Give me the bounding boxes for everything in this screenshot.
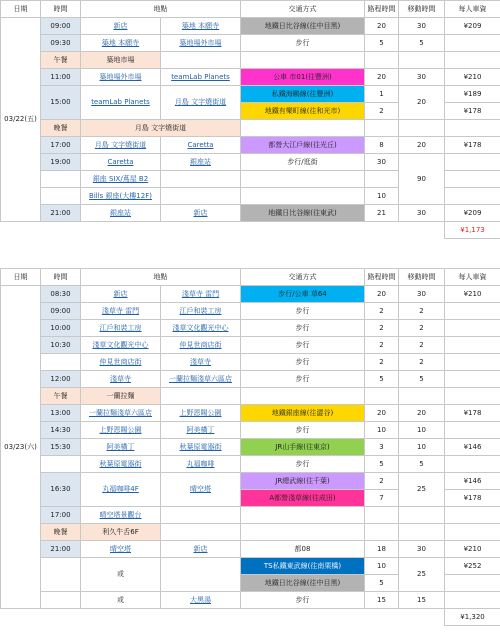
empty-cell	[445, 388, 500, 405]
move-time-cell: 5	[399, 35, 445, 52]
place-from-link[interactable]: 銀座站	[81, 205, 161, 222]
meal-row	[1, 52, 500, 69]
place-to-link[interactable]: 淺草寺 雷門	[161, 286, 241, 303]
transport-cell: 步行	[241, 422, 365, 439]
empty-cell	[241, 171, 365, 188]
move-time-cell: 5	[399, 456, 445, 473]
table-row	[1, 320, 500, 337]
transport-cell: 步行	[241, 337, 365, 354]
fare-cell: ¥209	[445, 205, 500, 222]
header-move-time: 移動時間	[399, 269, 445, 286]
place-from-link[interactable]: teamLab Planets	[81, 86, 161, 120]
time-cell: 09:00	[41, 18, 81, 35]
route-time-cell: 20	[365, 286, 399, 303]
empty-cell	[1, 222, 445, 239]
table-row	[1, 354, 500, 371]
place-from-link[interactable]: 淺草寺 雷門	[81, 303, 161, 320]
route-time-cell: 1	[365, 86, 399, 103]
header-transport: 交通方式	[241, 269, 365, 286]
header-place: 地點	[81, 1, 241, 18]
transport-cell: 地鐵有樂町線(往和光市)	[241, 103, 365, 120]
place-to-link[interactable]: 仲見世商店街	[161, 337, 241, 354]
transport-cell: JR山手線(往東京)	[241, 439, 365, 456]
meal-place: 一蘭拉麵	[81, 388, 161, 405]
place-to-link[interactable]: 秋葉原電器街	[161, 439, 241, 456]
place-to-link[interactable]: 上野恩賜公園	[161, 405, 241, 422]
fare-cell: ¥210	[445, 286, 500, 303]
place-to-link[interactable]: 月島 文字燒街道	[161, 86, 241, 120]
move-time-cell: 20	[399, 86, 445, 120]
table-row	[1, 205, 500, 222]
empty-cell	[399, 524, 445, 541]
empty-cell	[445, 52, 500, 69]
transport-cell: TS私鐵東武線(往南栗橋)	[241, 558, 365, 575]
header-route-time: 路程時間	[365, 1, 399, 18]
meal-place: 利久牛舌6F	[81, 524, 161, 541]
fare-cell	[445, 575, 500, 592]
place-from-link[interactable]: 一蘭拉麵淺草六區店	[81, 405, 161, 422]
meal-row	[1, 524, 500, 541]
place-to-link[interactable]: 丸福咖啡	[161, 456, 241, 473]
move-time-cell: 30	[399, 69, 445, 86]
transport-cell: 步行/逛街	[241, 154, 365, 171]
place-to-link[interactable]: 阿美橫丁	[161, 422, 241, 439]
header-place: 地點	[81, 269, 241, 286]
route-time-cell: 5	[365, 456, 399, 473]
place-from-link[interactable]: 淺草寺	[81, 371, 161, 388]
time-cell: 11:00	[41, 69, 81, 86]
empty-cell	[161, 507, 241, 524]
move-time-cell: 2	[399, 320, 445, 337]
time-cell: 12:00	[41, 371, 81, 388]
route-time-cell: 3	[365, 439, 399, 456]
move-time-cell: 25	[399, 473, 445, 507]
fare-cell: ¥178	[445, 405, 500, 422]
time-cell	[41, 188, 81, 205]
meal-label: 午餐	[41, 52, 81, 69]
table-row	[1, 456, 500, 473]
empty-cell	[365, 388, 399, 405]
header-fare: 每人車資	[445, 1, 500, 18]
place-from-link[interactable]: 新店	[81, 18, 161, 35]
place-from-link[interactable]: 月島 文字燒街道	[81, 137, 161, 154]
empty-cell	[399, 388, 445, 405]
transport-cell: 都營大江戶線(往光丘)	[241, 137, 365, 154]
route-time-cell: 2	[365, 473, 399, 490]
move-time-cell: 10	[399, 439, 445, 456]
transport-cell: 步行	[241, 456, 365, 473]
route-time-cell: 5	[365, 371, 399, 388]
place-to-link[interactable]: teamLab Planets	[161, 69, 241, 86]
empty-cell	[399, 120, 445, 137]
transport-cell: 地鐵銀座線(往澀谷)	[241, 405, 365, 422]
header-row	[1, 1, 500, 18]
place-to-link[interactable]: 築地 本願寺	[161, 18, 241, 35]
meal-place: 月島 文字燒街道	[81, 120, 241, 137]
fare-cell	[445, 592, 500, 609]
empty-cell	[241, 52, 365, 69]
route-time-cell: 5	[365, 35, 399, 52]
empty-cell	[161, 388, 241, 405]
move-time-cell: 90	[399, 154, 445, 205]
time-cell: 09:30	[41, 35, 81, 52]
route-time-cell: 10	[365, 558, 399, 575]
day-date: 03/23(六)	[1, 286, 41, 609]
move-time-cell: 20	[399, 137, 445, 154]
route-time-cell: 10	[365, 422, 399, 439]
transport-cell: 公車 市01(往豐洲)	[241, 69, 365, 86]
table-row	[1, 541, 500, 558]
empty-cell	[445, 524, 500, 541]
header-fare: 每人車資	[445, 269, 500, 286]
fare-cell	[445, 337, 500, 354]
time-cell: 21:00	[41, 541, 81, 558]
empty-cell	[161, 558, 241, 592]
place-to-link[interactable]: Caretta	[161, 137, 241, 154]
route-time-cell: 2	[365, 303, 399, 320]
empty-cell	[399, 52, 445, 69]
route-time-cell: 30	[365, 154, 399, 171]
table-row	[1, 439, 500, 456]
fare-cell: ¥210	[445, 69, 500, 86]
fare-cell: ¥189	[445, 86, 500, 103]
fare-cell: ¥178	[445, 137, 500, 154]
place-to-link[interactable]: 築地場外市場	[161, 35, 241, 52]
route-time-cell: 15	[365, 592, 399, 609]
place-to-link[interactable]: 淺草文化觀光中心	[161, 320, 241, 337]
transport-cell: 地鐵日比谷線(往東武)	[241, 205, 365, 222]
time-cell: 10:00	[41, 320, 81, 337]
transport-cell: JR總武線(往千葉)	[241, 473, 365, 490]
time-cell: 13:00	[41, 405, 81, 422]
empty-cell	[161, 524, 241, 541]
table-row	[1, 405, 500, 422]
header-route-time: 路程時間	[365, 269, 399, 286]
empty-cell	[365, 524, 399, 541]
place-to-link[interactable]: 晴空塔	[161, 473, 241, 507]
time-cell	[41, 354, 81, 371]
fare-cell	[445, 320, 500, 337]
move-time-cell: 30	[399, 18, 445, 35]
table-row	[1, 558, 500, 575]
move-time-cell: 2	[399, 337, 445, 354]
header-row	[1, 269, 500, 286]
route-time-cell: 20	[365, 405, 399, 422]
transport-cell: 步行/公車 草64	[241, 286, 365, 303]
alternative-label: 或	[81, 558, 161, 592]
meal-label: 晚餐	[41, 524, 81, 541]
time-cell	[41, 592, 81, 609]
transport-cell: 步行	[241, 592, 365, 609]
transport-cell: 步行	[241, 354, 365, 371]
place-from-link[interactable]: Bills 銀座(大樓12F)	[81, 188, 161, 205]
route-time-cell: 20	[365, 18, 399, 35]
empty-cell	[445, 188, 500, 205]
table-row	[1, 507, 500, 524]
time-cell: 15:30	[41, 439, 81, 456]
transport-cell: A都營淺草線(往成田)	[241, 490, 365, 507]
transport-cell: 步行	[241, 303, 365, 320]
empty-cell	[241, 388, 365, 405]
table-row	[1, 154, 500, 171]
place-to-link[interactable]: 新店	[161, 205, 241, 222]
place-from-link[interactable]: 秋葉原電器街	[81, 456, 161, 473]
empty-cell	[161, 52, 241, 69]
place-from-link[interactable]: 淺草文化觀光中心	[81, 337, 161, 354]
place-from-link[interactable]: 上野恩賜公園	[81, 422, 161, 439]
fare-total: ¥1,173	[445, 222, 500, 239]
empty-cell	[365, 120, 399, 137]
time-cell: 16:30	[41, 473, 81, 507]
table-row	[1, 35, 500, 52]
meal-label: 晚餐	[41, 120, 81, 137]
transport-cell: 私鐵海鷗線(往豐洲)	[241, 86, 365, 103]
header-time: 時間	[41, 1, 81, 18]
meal-label: 午餐	[41, 388, 81, 405]
move-time-cell: 5	[399, 371, 445, 388]
table-row	[1, 137, 500, 154]
route-time-cell: 8	[365, 137, 399, 154]
time-cell	[41, 171, 81, 188]
fare-cell	[445, 303, 500, 320]
empty-cell	[1, 609, 445, 626]
move-time-cell: 30	[399, 205, 445, 222]
fare-cell	[445, 154, 500, 171]
time-cell: 08:30	[41, 286, 81, 303]
empty-cell	[365, 52, 399, 69]
total-row	[1, 222, 500, 239]
place-to-link[interactable]: 淺草寺	[161, 354, 241, 371]
table-row	[1, 303, 500, 320]
move-time-cell: 30	[399, 286, 445, 303]
empty-cell	[161, 188, 241, 205]
empty-cell	[445, 120, 500, 137]
move-time-cell: 2	[399, 303, 445, 320]
time-cell: 10:30	[41, 337, 81, 354]
place-to-link[interactable]: 江戶和裝工房	[161, 303, 241, 320]
empty-cell	[241, 120, 365, 137]
time-cell: 17:00	[41, 137, 81, 154]
fare-cell: ¥210	[445, 541, 500, 558]
route-time-cell: 21	[365, 205, 399, 222]
empty-cell	[241, 524, 365, 541]
route-time-cell: 18	[365, 541, 399, 558]
header-time: 時間	[41, 269, 81, 286]
table-row	[1, 18, 500, 35]
move-time-cell: 30	[399, 541, 445, 558]
route-time-cell: 20	[365, 69, 399, 86]
fare-cell: ¥252	[445, 558, 500, 575]
schedule-day1	[0, 0, 500, 239]
place-from-link[interactable]: Caretta	[81, 154, 161, 171]
table-row	[1, 337, 500, 354]
table-row	[1, 86, 500, 103]
transport-cell: 都08	[241, 541, 365, 558]
empty-cell	[161, 171, 241, 188]
table-row	[1, 286, 500, 303]
time-cell: 19:00	[41, 154, 81, 171]
place-from-link[interactable]: 江戶和裝工房	[81, 320, 161, 337]
table-row	[1, 592, 500, 609]
move-time-cell: 25	[399, 558, 445, 592]
fare-cell: ¥209	[445, 18, 500, 35]
time-cell: 15:00	[41, 86, 81, 120]
fare-cell: ¥146	[445, 473, 500, 490]
fare-cell	[445, 371, 500, 388]
move-time-cell: 20	[399, 405, 445, 422]
header-transport: 交通方式	[241, 1, 365, 18]
route-time-cell: 2	[365, 354, 399, 371]
table-row	[1, 422, 500, 439]
alternative-label: 或	[81, 592, 161, 609]
place-from-link[interactable]: 丸福咖啡4F	[81, 473, 161, 507]
move-time-cell: 2	[399, 354, 445, 371]
empty-cell	[241, 507, 365, 524]
day-date: 03/22(五)	[1, 18, 41, 222]
place-from-link[interactable]: 晴空塔景觀台	[81, 507, 161, 524]
transport-cell: 步行	[241, 320, 365, 337]
route-time-cell: 5	[365, 575, 399, 592]
transport-cell: 地鐵日比谷線(往中目黑)	[241, 18, 365, 35]
place-from-link[interactable]: 築地 本願寺	[81, 35, 161, 52]
schedule-day2	[0, 268, 500, 626]
time-cell: 21:00	[41, 205, 81, 222]
fare-cell: ¥178	[445, 490, 500, 507]
fare-cell: ¥178	[445, 103, 500, 120]
transport-cell: 步行	[241, 371, 365, 388]
route-time-cell: 2	[365, 103, 399, 120]
route-time-cell: 7	[365, 490, 399, 507]
empty-cell	[241, 188, 365, 205]
fare-cell	[445, 456, 500, 473]
route-time-cell: 10	[365, 188, 399, 205]
transport-cell: 地鐵日比谷線(往中目黑)	[241, 575, 365, 592]
time-cell: 09:00	[41, 303, 81, 320]
place-from-link[interactable]: 築地場外市場	[81, 69, 161, 86]
header-date: 日期	[1, 1, 41, 18]
place-from-link[interactable]: 新店	[81, 286, 161, 303]
fare-cell	[445, 35, 500, 52]
meal-row	[1, 120, 500, 137]
fare-cell: ¥146	[445, 439, 500, 456]
header-move-time: 移動時間	[399, 1, 445, 18]
fare-total: ¥1,320	[445, 609, 500, 626]
route-time-cell: 2	[365, 337, 399, 354]
place-from-link[interactable]: 仲見世商店街	[81, 354, 161, 371]
empty-cell	[365, 171, 399, 188]
header-date: 日期	[1, 269, 41, 286]
move-time-cell: 10	[399, 422, 445, 439]
place-to-link[interactable]: 銀座站	[161, 154, 241, 171]
place-to-link[interactable]: 大黑湯	[161, 592, 241, 609]
table-row	[1, 69, 500, 86]
table-row	[1, 473, 500, 490]
time-cell	[41, 456, 81, 473]
empty-cell	[365, 507, 399, 524]
empty-cell	[445, 171, 500, 188]
empty-cell	[399, 507, 445, 524]
place-from-link[interactable]: 銀座 SIX/蔦屋 B2	[81, 171, 161, 188]
place-to-link[interactable]: 一蘭拉麵淺草六區店	[161, 371, 241, 388]
fare-cell	[445, 354, 500, 371]
empty-cell	[445, 507, 500, 524]
meal-place: 築地市場	[81, 52, 161, 69]
move-time-cell: 15	[399, 592, 445, 609]
place-to-link[interactable]: 新店	[161, 541, 241, 558]
place-from-link[interactable]: 晴空塔	[81, 541, 161, 558]
time-cell: 14:30	[41, 422, 81, 439]
meal-row	[1, 388, 500, 405]
time-cell: 17:00	[41, 507, 81, 524]
transport-cell: 步行	[241, 35, 365, 52]
total-row	[1, 609, 500, 626]
table-row	[1, 371, 500, 388]
time-cell	[41, 558, 81, 592]
route-time-cell: 2	[365, 320, 399, 337]
place-from-link[interactable]: 阿美橫丁	[81, 439, 161, 456]
fare-cell	[445, 422, 500, 439]
